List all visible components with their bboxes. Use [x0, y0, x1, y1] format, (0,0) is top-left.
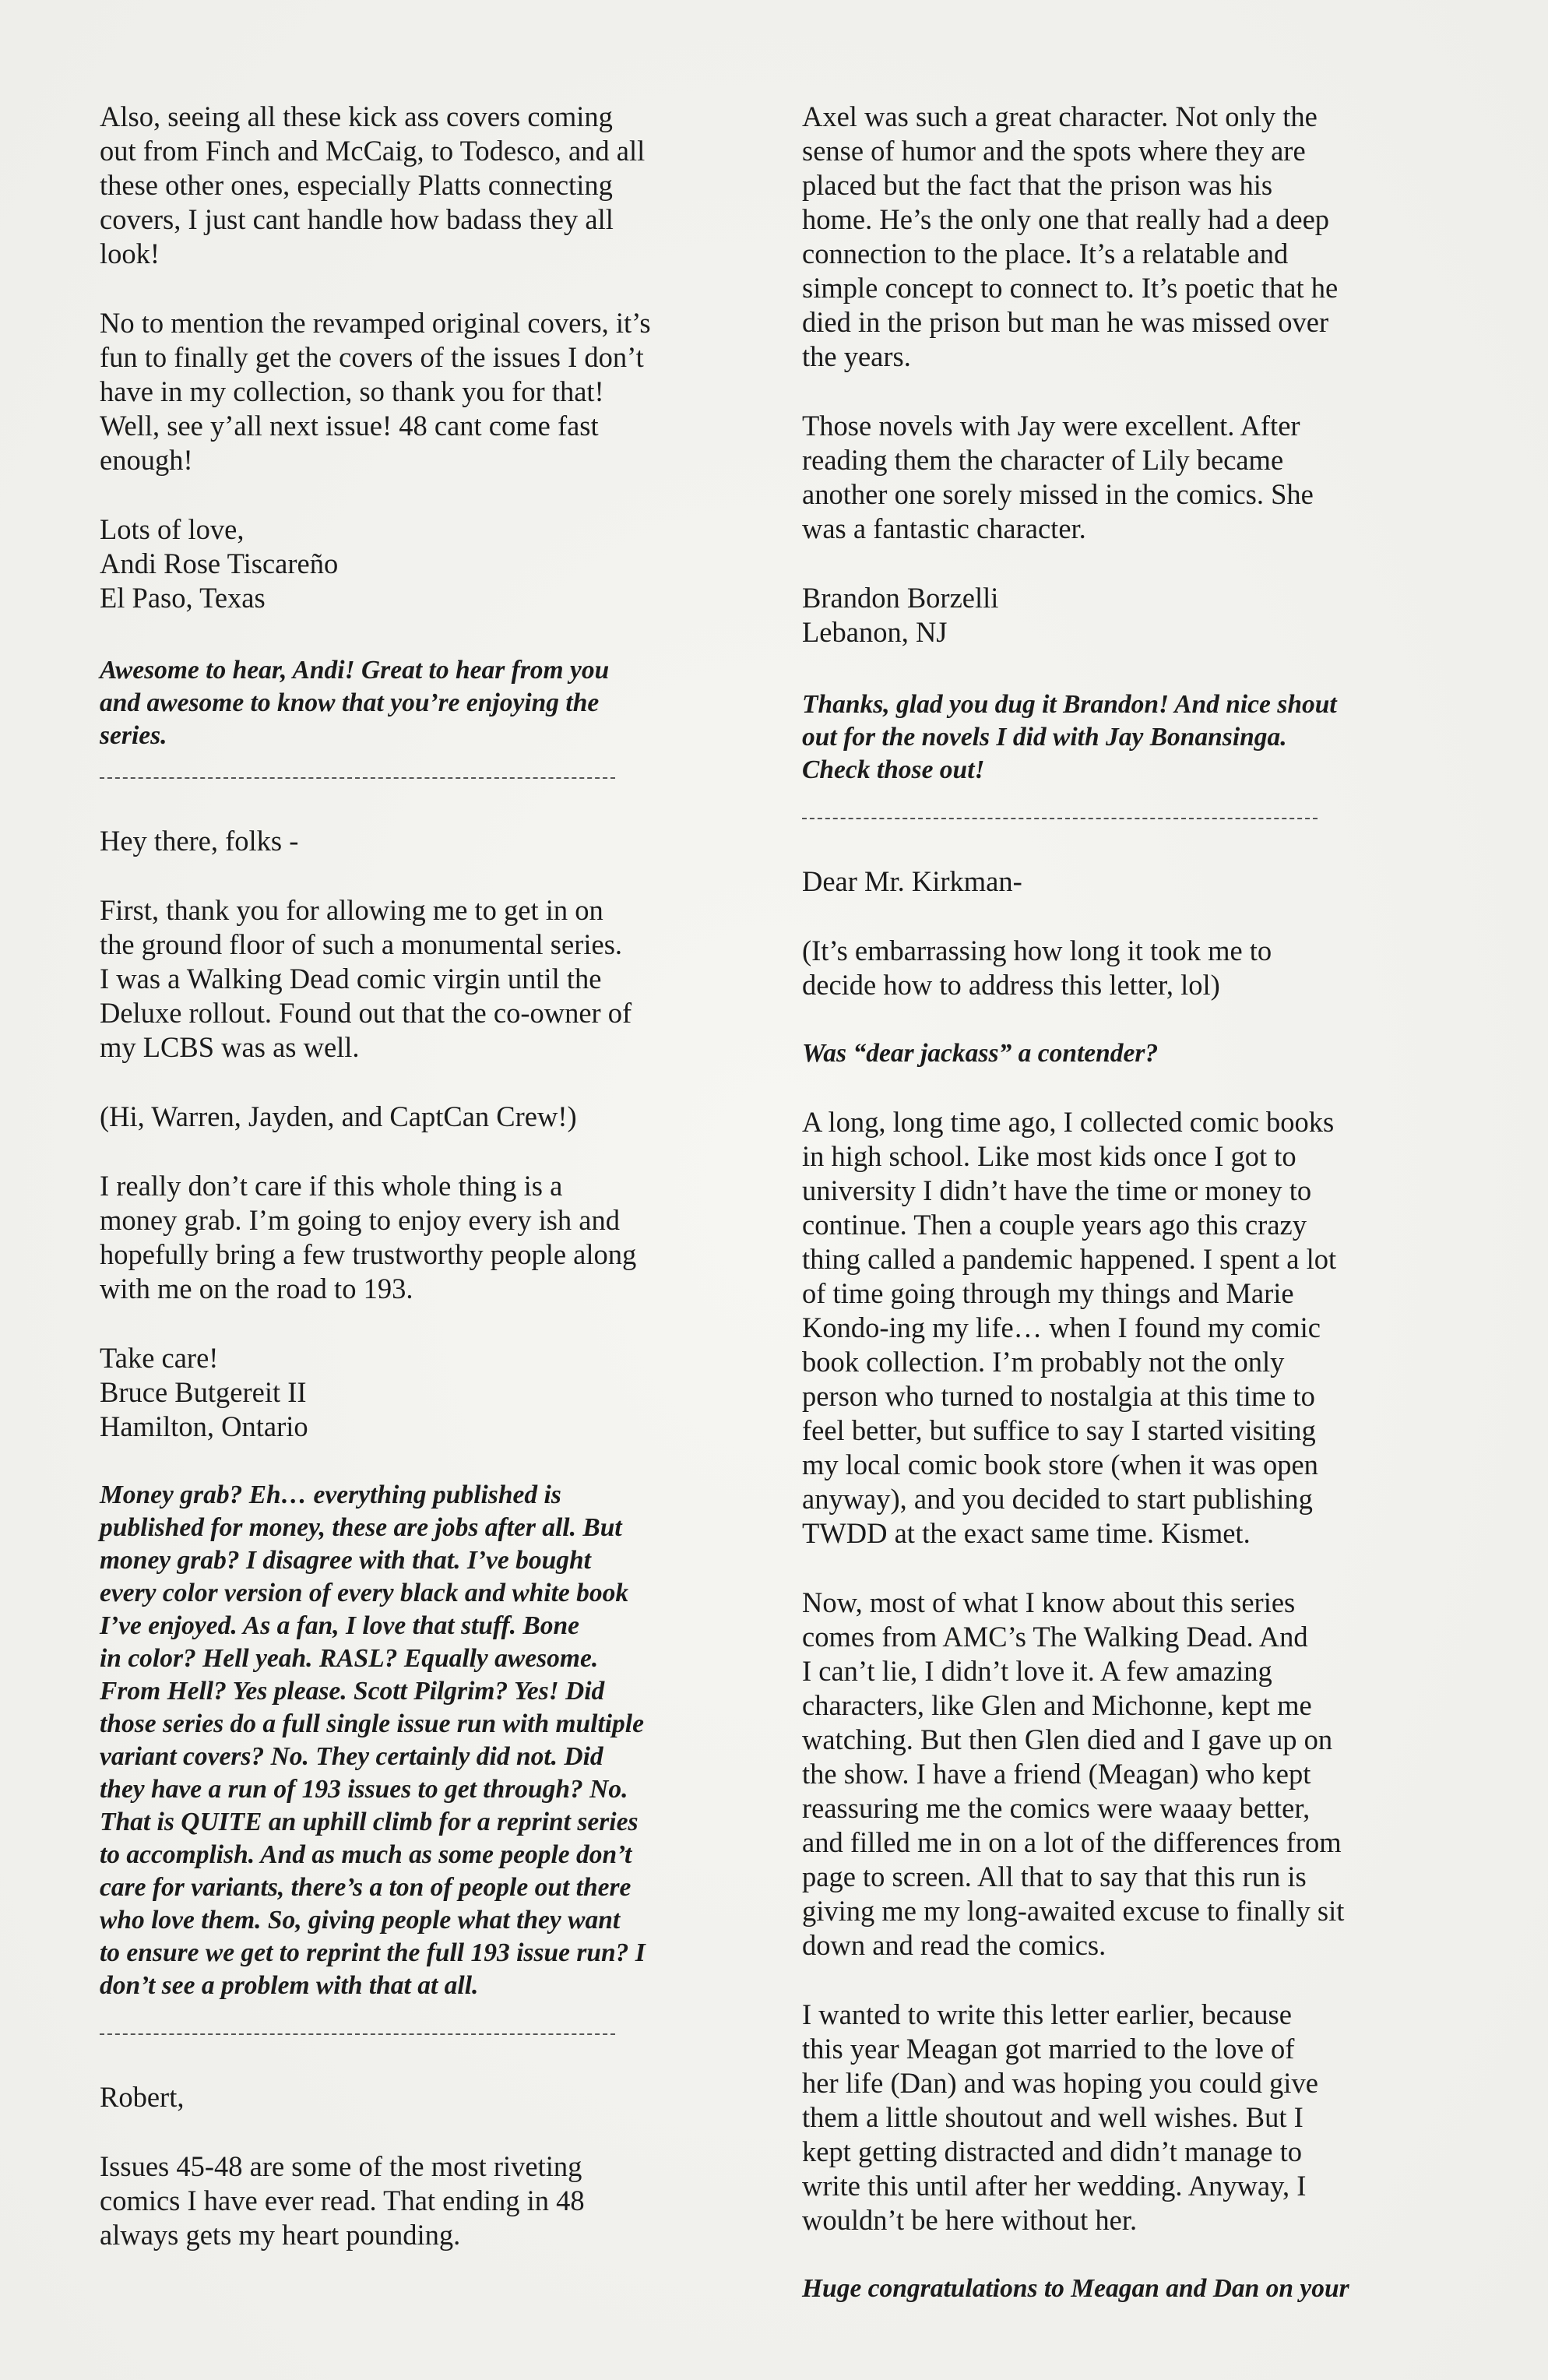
editor-reply: Thanks, glad you dug it Brandon! And nice shout out for the novels I did with Jay Bonansinga. Check those out! — [802, 690, 1337, 784]
letter-signoff: Take care! Bruce Butgereit II Hamilton, Ontario — [100, 1342, 308, 1442]
letter-paragraph: Those novels with Jay were excellent. After reading them the character of Lily became another one sorely missed in the comics. She was a fantastic character. — [802, 410, 1314, 544]
letter-greeting: Robert, — [100, 2081, 185, 2113]
letter-signoff: Lots of love, Andi Rose Tiscareño El Paso, Texas — [100, 513, 339, 614]
left-column — [100, 100, 738, 2252]
letter-divider — [100, 2033, 615, 2035]
editor-reply: Was “dear jackass” a contender? — [802, 1039, 1159, 1068]
letter-greeting: Hey there, folks - — [100, 825, 299, 857]
letter-paragraph: No to mention the revamped original covers, it’s fun to finally get the covers of the issues I don’t have in my collection, so thank you for that! Well, see y’all next issue! 48 cant come fast enough! — [100, 307, 651, 476]
letter-paragraph: (Hi, Warren, Jayden, and CaptCan Crew!) — [100, 1100, 577, 1132]
letter-paragraph: I really don’t care if this whole thing is a money grab. I’m going to enjoy every ish and hopefully bring a few trustworthy people along with me on the road to 193. — [100, 1170, 637, 1304]
letter-paragraph: Axel was such a great character. Not only the sense of humor and the spots where they are placed but the fact that the prison was his home. He’s the only one that really had a deep connection to the place. It’s a relatable and simple concept to connect to. It’s poetic that he died in the prison but man he was missed over the years. — [802, 100, 1339, 372]
letter-paragraph: Also, seeing all these kick ass covers coming out from Finch and McCaig, to Todesco, and all these other ones, especially Platts connecting covers, I just cant handle how badass they all look! — [100, 100, 646, 269]
letter-divider — [802, 818, 1318, 819]
letter-signoff: Brandon Borzelli Lebanon, NJ — [802, 582, 999, 648]
letter-divider — [100, 777, 615, 779]
editor-reply: Huge congratulations to Meagan and Dan on your — [802, 2274, 1349, 2303]
letter-paragraph: I wanted to write this letter earlier, because this year Meagan got married to the love of her life (Dan) and was hoping you could give them a little shoutout and well wishes. But I kept getting distracted and didn’t manage to write this until after her wedding. Anyway, I wouldn’t be here without her. — [802, 1998, 1318, 2236]
letter-paragraph: Now, most of what I know about this series comes from AMC’s The Walking Dead. And I can’t lie, I didn’t love it. A few amazing characters, like Glen and Michonne, kept me watching. But then Glen died and I gave up on the show. I have a friend (Meagan) who kept reassuring me the comics were waaay better, and filled me in on a lot of the differences from page to screen. All that to say that this run is giving me my long-awaited excuse to finally sit down and read the comics. — [802, 1586, 1345, 1961]
letter-greeting: Dear Mr. Kirkman- — [802, 865, 1022, 897]
editor-reply: Money grab? Eh… everything published is published for money, these are jobs after all. But money grab? I disagree with that. I’ve bought every color version of every black and white book I’ve enjoyed. As a fan, I love that stuff. Bone in color? Hell yeah. RASL? Equally awesome. From Hell? Yes please. Scott Pilgrim? Yes! Did those series do a full single issue run with multiple variant covers? No. They certainly did not. Did they have a run of 193 issues to get through? No. That is QUITE an uphill climb for a reprint series to accomplish. And as much as some people don’t care for variants, there’s a ton of people out there who love them. So, giving people what they want to ensure we get to reprint the full 193 issue run? I don’t see a problem with that at all. — [100, 1480, 646, 2000]
letter-paragraph: Issues 45-48 are some of the most riveting comics I have ever read. That ending in 48 always gets my heart pounding. — [100, 2150, 585, 2251]
letter-paragraph: (It’s embarrassing how long it took me to decide how to address this letter, lol) — [802, 935, 1272, 1001]
letter-paragraph: A long, long time ago, I collected comic books in high school. Like most kids once I got to university I didn’t have the time or money to continue. Then a couple years ago this crazy thing called a pandemic happened. I spent a lot of time going through my things and Marie Kondo-ing my life… when I found my comic book collection. I’m probably not the only person who turned to nostalgia at this time to feel better, but suffice to say I started visiting my local comic book store (when it was open anyway), and you decided to start publishing TWDD at the exact same time. Kismet. — [802, 1106, 1337, 1549]
letter-paragraph: First, thank you for allowing me to get in on the ground floor of such a monumental series. I was a Walking Dead comic virgin until the Deluxe rollout. Found out that the co-owner of my LCBS was as well. — [100, 894, 632, 1063]
editor-reply: Awesome to hear, Andi! Great to hear from you and awesome to know that you’re enjoying the series. — [100, 656, 610, 750]
right-column — [802, 100, 1441, 2305]
